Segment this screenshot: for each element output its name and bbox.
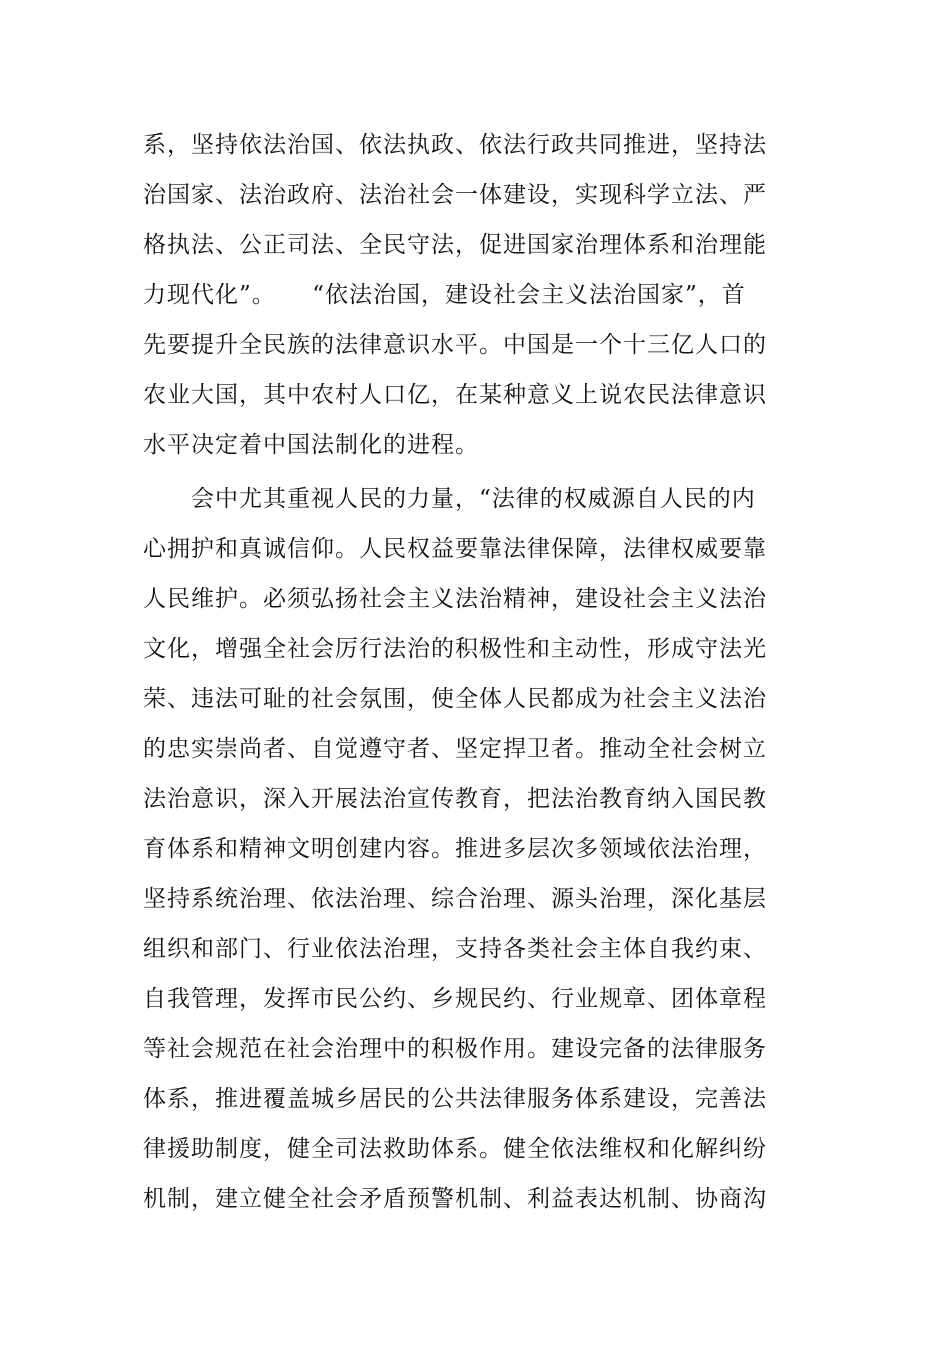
text-line: 系，坚持依法治国、依法执政、依法行政共同推进，坚持法 [143, 132, 767, 158]
text-line: 荣、违法可耻的社会氛围，使全体人民都成为社会主义法治 [143, 686, 767, 712]
text-line: 人民维护。必须弘扬社会主义法治精神，建设社会主义法治 [143, 586, 767, 612]
text-line: 格执法、公正司法、全民守法，促进国家治理体系和治理能 [143, 232, 767, 258]
text-line: 机制，建立健全社会矛盾预警机制、利益表达机制、协商沟 [143, 1186, 767, 1212]
text-line: 治国家、法治政府、法治社会一体建设，实现科学立法、严 [143, 182, 767, 208]
paragraph-2 [143, 474, 767, 1224]
text-line: 坚持系统治理、依法治理、综合治理、源头治理，深化基层 [143, 886, 767, 912]
text-line: 力现代化”。 “依法治国，建设社会主义法治国家”，首 [143, 282, 746, 308]
text-line: 农业大国，其中农村人口亿，在某种意义上说农民法律意识 [143, 382, 767, 408]
text-line: 体系，推进覆盖城乡居民的公共法律服务体系建设，完善法 [143, 1086, 767, 1112]
text-line: 的忠实崇尚者、自觉遵守者、坚定捍卫者。推动全社会树立 [143, 736, 767, 762]
text-line: 法治意识，深入开展法治宣传教育，把法治教育纳入国民教 [143, 786, 767, 812]
text-line: 育体系和精神文明创建内容。推进多层次多领域依法治理， [143, 836, 767, 862]
text-line: 等社会规范在社会治理中的积极作用。建设完备的法律服务 [143, 1036, 767, 1062]
text-line: 自我管理，发挥市民公约、乡规民约、行业规章、团体章程 [143, 986, 767, 1012]
text-line: 律援助制度，健全司法救助体系。健全依法维权和化解纠纷 [143, 1136, 767, 1162]
text-line: 组织和部门、行业依法治理，支持各类社会主体自我约束、 [143, 936, 767, 962]
paragraph-1 [143, 120, 767, 470]
text-line: 水平决定着中国法制化的进程。 [143, 432, 479, 458]
body-text [143, 120, 767, 1224]
text-line: 先要提升全民族的法律意识水平。中国是一个十三亿人口的 [143, 332, 767, 358]
text-line: 会中尤其重视人民的力量，“法律的权威源自人民的内 [143, 486, 756, 512]
text-line: 心拥护和真诚信仰。人民权益要靠法律保障，法律权威要靠 [143, 536, 767, 562]
text-line: 文化，增强全社会厉行法治的积极性和主动性，形成守法光 [143, 636, 767, 662]
